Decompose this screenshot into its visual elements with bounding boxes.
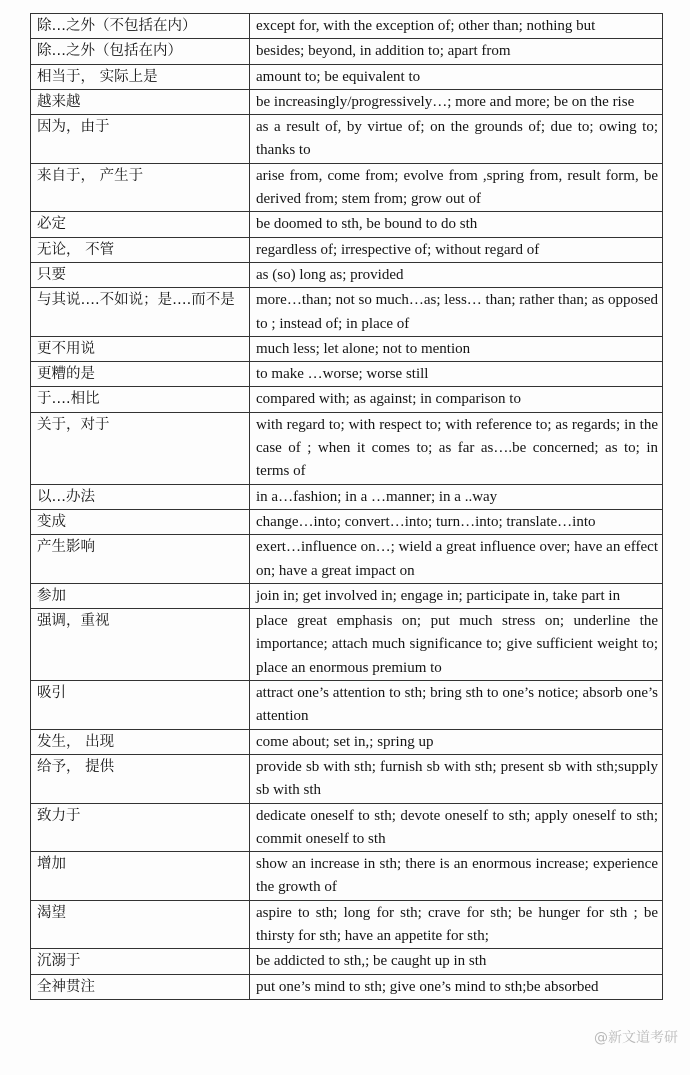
english-expression-cell: in a…fashion; in a …manner; in a ..way [250, 484, 663, 509]
english-expression-cell: come about; set in,; spring up [250, 729, 663, 754]
chinese-phrase-cell: 于….相比 [31, 387, 250, 412]
english-expression-cell: show an increase in sth; there is an enormous increase; experience the growth of [250, 852, 663, 901]
table-row [31, 681, 663, 730]
chinese-phrase-cell: 来自于， 产生于 [31, 163, 250, 212]
english-expression-cell: more…than; not so much…as; less… than; rather than; as opposed to ; instead of; in place of [250, 288, 663, 337]
chinese-phrase-cell: 无论， 不管 [31, 237, 250, 262]
chinese-phrase-cell: 关于，对于 [31, 412, 250, 484]
chinese-phrase-cell: 以…办法 [31, 484, 250, 509]
english-expression-cell: place great emphasis on; put much stress on; underline the importance; attach much significance to; give sufficient weight to; place an enormous premium to [250, 609, 663, 681]
english-expression-cell: compared with; as against; in comparison to [250, 387, 663, 412]
chinese-phrase-cell: 参加 [31, 583, 250, 608]
chinese-phrase-cell: 与其说….不如说；是….而不是 [31, 288, 250, 337]
chinese-phrase-cell: 强调，重视 [31, 609, 250, 681]
chinese-phrase-cell: 更不用说 [31, 336, 250, 361]
english-expression-cell: exert…influence on…; wield a great influence over; have an effect on; have a great impact on [250, 535, 663, 584]
chinese-phrase-cell: 全神贯注 [31, 974, 250, 999]
chinese-phrase-cell: 越来越 [31, 89, 250, 114]
english-expression-cell: be increasingly/progressively…; more and more; be on the rise [250, 89, 663, 114]
english-expression-cell: change…into; convert…into; turn…into; translate…into [250, 509, 663, 534]
chinese-phrase-cell: 发生， 出现 [31, 729, 250, 754]
english-expression-cell: as (so) long as; provided [250, 262, 663, 287]
table-row [31, 288, 663, 337]
english-expression-cell: much less; let alone; not to mention [250, 336, 663, 361]
table-row [31, 262, 663, 287]
table-row [31, 336, 663, 361]
english-expression-cell: be doomed to sth, be bound to do sth [250, 212, 663, 237]
english-expression-cell: be addicted to sth,; be caught up in sth [250, 949, 663, 974]
phrase-table [30, 13, 663, 1000]
chinese-phrase-cell: 渴望 [31, 900, 250, 949]
english-expression-cell: as a result of, by virtue of; on the grounds of; due to; owing to; thanks to [250, 115, 663, 164]
english-expression-cell: dedicate oneself to sth; devote oneself to sth; apply oneself to sth; commit oneself to sth [250, 803, 663, 852]
chinese-phrase-cell: 致力于 [31, 803, 250, 852]
table-row [31, 387, 663, 412]
table-row [31, 362, 663, 387]
chinese-phrase-cell: 产生影响 [31, 535, 250, 584]
english-expression-cell: arise from, come from; evolve from ,spring from, result form, be derived from; stem from; grow out of [250, 163, 663, 212]
chinese-phrase-cell: 必定 [31, 212, 250, 237]
chinese-phrase-cell: 给予， 提供 [31, 754, 250, 803]
table-row [31, 39, 663, 64]
english-expression-cell: join in; get involved in; engage in; participate in, take part in [250, 583, 663, 608]
table-row [31, 583, 663, 608]
chinese-phrase-cell: 沉溺于 [31, 949, 250, 974]
chinese-phrase-cell: 除…之外（包括在内） [31, 39, 250, 64]
english-expression-cell: with regard to; with respect to; with reference to; as regards; in the case of ; when it comes to; as far as….be concerned; as to; in terms of [250, 412, 663, 484]
english-expression-cell: besides; beyond, in addition to; apart from [250, 39, 663, 64]
english-expression-cell: regardless of; irrespective of; without regard of [250, 237, 663, 262]
english-expression-cell: amount to; be equivalent to [250, 64, 663, 89]
chinese-phrase-cell: 变成 [31, 509, 250, 534]
table-row [31, 535, 663, 584]
chinese-phrase-cell: 除…之外（不包括在内） [31, 14, 250, 39]
table-row [31, 89, 663, 114]
chinese-phrase-cell: 吸引 [31, 681, 250, 730]
table-row [31, 609, 663, 681]
table-row [31, 163, 663, 212]
table-row [31, 803, 663, 852]
english-expression-cell: to make …worse; worse still [250, 362, 663, 387]
table-row [31, 852, 663, 901]
table-row [31, 412, 663, 484]
chinese-phrase-cell: 更糟的是 [31, 362, 250, 387]
chinese-phrase-cell: 只要 [31, 262, 250, 287]
table-row [31, 754, 663, 803]
table-row [31, 949, 663, 974]
english-expression-cell: put one’s mind to sth; give one’s mind to sth;be absorbed [250, 974, 663, 999]
table-row [31, 237, 663, 262]
table-row [31, 64, 663, 89]
english-expression-cell: aspire to sth; long for sth; crave for sth; be hunger for sth ; be thirsty for sth; have an appetite for sth; [250, 900, 663, 949]
table-row [31, 14, 663, 39]
chinese-phrase-cell: 增加 [31, 852, 250, 901]
table-row [31, 509, 663, 534]
watermark: @新文道考研 [594, 1030, 678, 1046]
english-expression-cell: except for, with the exception of; other than; nothing but [250, 14, 663, 39]
english-expression-cell: provide sb with sth; furnish sb with sth; present sb with sth;supply sb with sth [250, 754, 663, 803]
english-expression-cell: attract one’s attention to sth; bring sth to one’s notice; absorb one’s attention [250, 681, 663, 730]
table-row [31, 212, 663, 237]
table-row [31, 974, 663, 999]
phrase-table-body [31, 14, 663, 1000]
table-row [31, 729, 663, 754]
table-row [31, 484, 663, 509]
table-row [31, 115, 663, 164]
chinese-phrase-cell: 相当于， 实际上是 [31, 64, 250, 89]
table-row [31, 900, 663, 949]
chinese-phrase-cell: 因为，由于 [31, 115, 250, 164]
